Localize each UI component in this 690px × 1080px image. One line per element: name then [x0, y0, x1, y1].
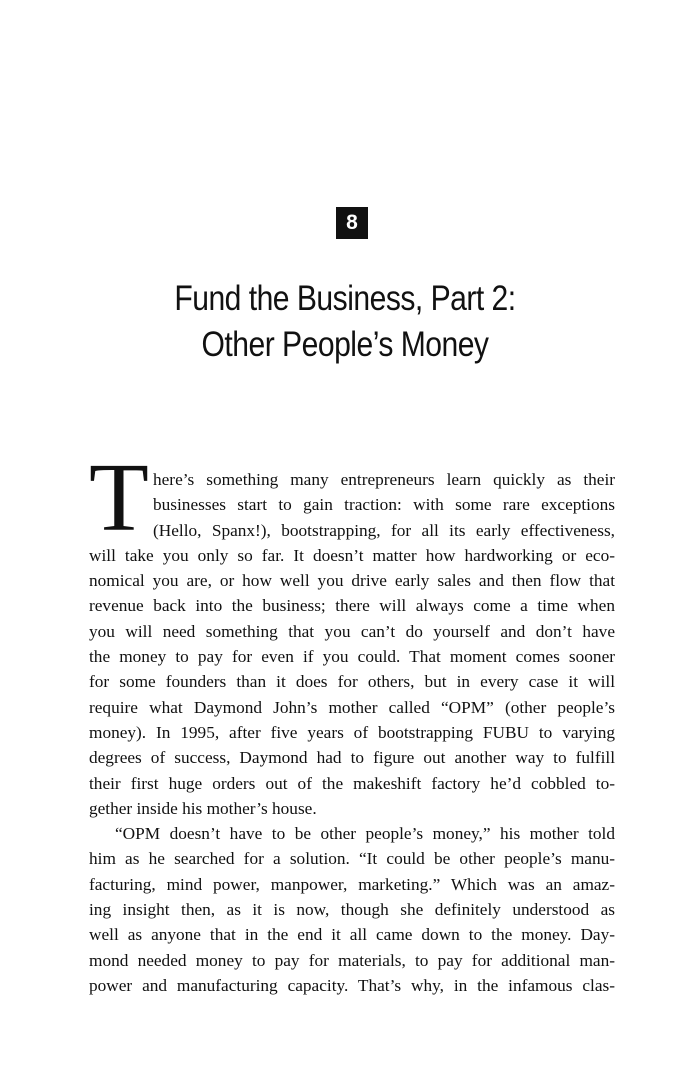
text-line: businesses start to gain traction: with some rare exceptions [153, 495, 615, 515]
text-line: will take you only so far. It doesn’t matter how hardworking or eco- [89, 545, 615, 565]
text-line: money). In 1995, after five years of bootstrapping FUBU to varying [89, 722, 615, 742]
chapter-title-line-1: Fund the Business, Part 2: [174, 279, 516, 318]
body-text [89, 467, 615, 998]
text-line: revenue back into the business; there will always come a time when [89, 596, 615, 616]
drop-cap: T [89, 444, 149, 552]
text-line: facturing, mind power, manpower, marketing.” Which was an amaz- [89, 874, 615, 894]
chapter-number-badge: 8 [336, 207, 368, 239]
text-line: (Hello, Spanx!), bootstrapping, for all its early effectiveness, [153, 520, 615, 540]
text-line: mond needed money to pay for materials, to pay for additional man- [89, 950, 615, 970]
text-line: power and manufacturing capacity. That’s why, in the infamous clas- [89, 975, 615, 995]
chapter-title-line-2: Other People’s Money [201, 325, 489, 364]
text-line: ing insight then, as it is now, though she definitely understood as [89, 900, 615, 920]
text-line: nomical you are, or how well you drive early sales and then flow that [89, 571, 615, 591]
text-line: him as he searched for a solution. “It could be other people’s manu- [89, 849, 615, 869]
text-line: here’s something many entrepreneurs learn quickly as their [153, 470, 615, 489]
text-line: you will need something that you can’t do yourself and don’t have [89, 621, 615, 641]
text-line: their first huge orders out of the makeshift factory he’d cobbled to- [89, 773, 615, 793]
text-line: require what Daymond John’s mother called “OPM” (other people’s [89, 697, 615, 717]
text-line: for some founders than it does for others, but in every case it will [89, 672, 615, 692]
text-line: well as anyone that in the end it all came down to the money. Day- [89, 925, 615, 945]
chapter-title [48, 276, 641, 368]
text-line: degrees of success, Daymond had to figure out another way to fulfill [89, 748, 615, 768]
text-line: gether inside his mother’s house. [89, 798, 317, 818]
text-line: “OPM doesn’t have to be other people’s money,” his mother told [115, 824, 615, 844]
text-line: the money to pay for even if you could. That moment comes sooner [89, 647, 615, 667]
